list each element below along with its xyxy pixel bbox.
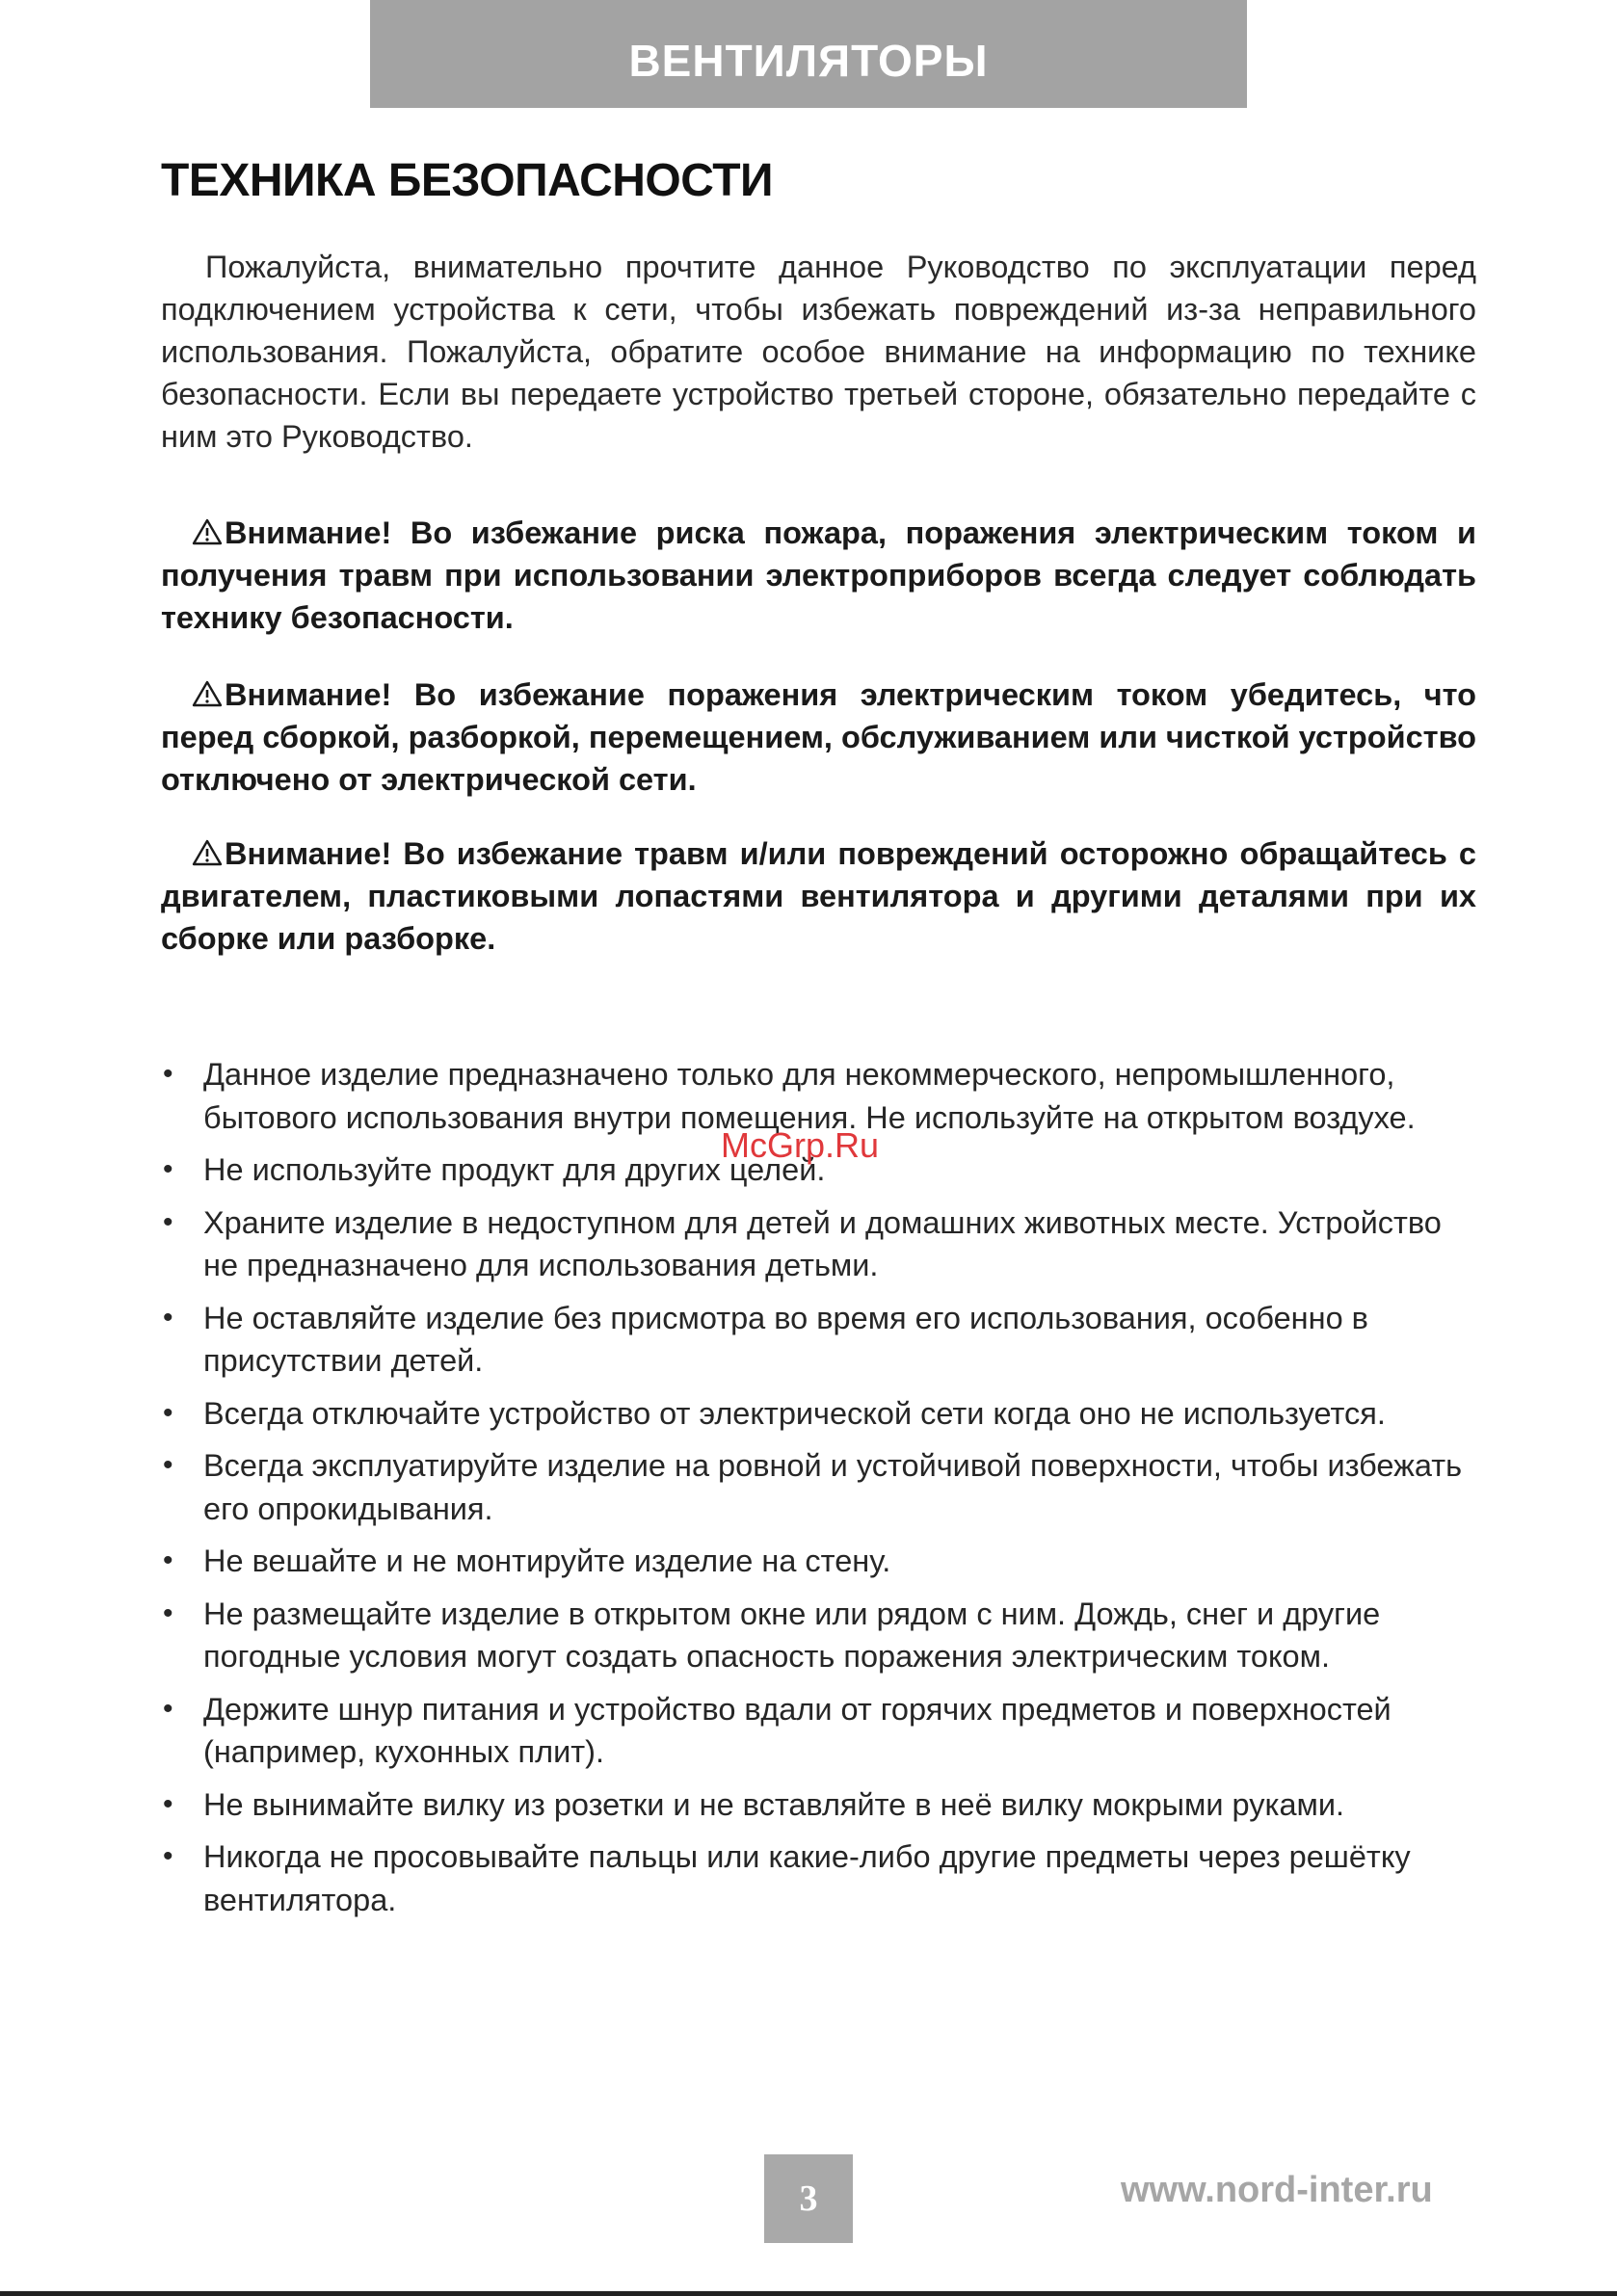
warning-electric-text: Внимание! Во избежание поражения электрическим током убедитесь, что перед сборкой, разборкой, перемещением, обслуживанием или чисткой устройство отключено от электрической сети. (161, 677, 1476, 797)
list-item (161, 1835, 1476, 1921)
bullet-icon: • (163, 1153, 173, 1185)
list-item-text: Данное изделие предназначено только для некоммерческого, непромышленного, бытового использования внутри помещения. Не используйте на открытом воздухе. (203, 1057, 1416, 1135)
warning-triangle-icon (192, 518, 223, 545)
section-title: ВЕНТИЛЯТОРЫ (628, 36, 989, 86)
bullet-icon: • (163, 1058, 173, 1090)
list-item-text: Всегда отключайте устройство от электрической сети когда оно не используется. (203, 1395, 1386, 1431)
warning-fire (161, 512, 1476, 639)
bullet-icon: • (163, 1597, 173, 1629)
list-item-text: Не размещайте изделие в открытом окне или рядом с ним. Дождь, снег и другие погодные условия могут создать опасность поражения электрическим током. (203, 1596, 1381, 1674)
list-item (161, 1540, 1476, 1583)
page-title: ТЕХНИКА БЕЗОПАСНОСТИ (161, 155, 774, 206)
bullet-icon: • (163, 1301, 173, 1333)
warning-injury-text: Внимание! Во избежание травм и/или повреждений осторожно обращайтесь с двигателем, пластиковыми лопастями вентилятора и другими деталями при их сборке или разборке. (161, 836, 1476, 956)
bullet-icon: • (163, 1692, 173, 1725)
bullet-icon: • (163, 1205, 173, 1238)
list-item-text: Не вешайте и не монтируйте изделие на стену. (203, 1544, 891, 1578)
section-header-bar (370, 0, 1247, 108)
warning-triangle-icon (192, 680, 223, 707)
list-item-text: Не оставляйте изделие без присмотра во время его использования, особенно в присутствии детей. (203, 1300, 1368, 1378)
page-number-box (764, 2154, 853, 2243)
watermark: McGrp.Ru (721, 1125, 880, 1165)
bullet-icon: • (163, 1396, 173, 1429)
bottom-divider (0, 2291, 1617, 2296)
list-item (161, 1392, 1476, 1436)
list-item (161, 1783, 1476, 1827)
bullet-icon: • (163, 1787, 173, 1820)
warning-electric (161, 673, 1476, 801)
page-number: 3 (799, 2178, 818, 2219)
list-item (161, 1688, 1476, 1774)
footer-url: www.nord-inter.ru (1121, 2170, 1433, 2210)
safety-rules-list (161, 1053, 1476, 1931)
warning-injury (161, 832, 1476, 960)
list-item (161, 1297, 1476, 1383)
list-item-text: Держите шнур питания и устройство вдали от горячих предметов и поверхностей (например, кухонных плит). (203, 1691, 1392, 1769)
list-item-text: Никогда не просовывайте пальцы или какие-либо другие предметы через решётку вентилятора. (203, 1839, 1411, 1917)
bullet-icon: • (163, 1544, 173, 1576)
list-item (161, 1201, 1476, 1287)
list-item-text: Не используйте продукт для других целей. (203, 1152, 826, 1187)
bullet-icon: • (163, 1840, 173, 1872)
list-item-text: Не вынимайте вилку из розетки и не вставляйте в неё вилку мокрыми руками. (203, 1786, 1345, 1822)
intro-paragraph: Пожалуйста, внимательно прочтите данное Руководство по эксплуатации перед подключением устройства к сети, чтобы избежать повреждений из-за неправильного использования. Пожалуйста, обратите особое внимание на информацию по технике безопасности. Если вы передаете устройство третьей стороне, обязательно передайте с ним это Руководство. (161, 250, 1476, 454)
bullet-icon: • (163, 1449, 173, 1481)
warning-fire-text: Внимание! Во избежание риска пожара, поражения электрическим током и получения травм при использовании электроприборов всегда следует соблюдать технику безопасности. (161, 515, 1476, 635)
warning-triangle-icon (192, 839, 223, 866)
list-item (161, 1444, 1476, 1530)
list-item-text: Всегда эксплуатируйте изделие на ровной и устойчивой поверхности, чтобы избежать его опрокидывания. (203, 1448, 1463, 1526)
list-item-text: Храните изделие в недоступном для детей и домашних животных месте. Устройство не предназначено для использования детьми. (203, 1204, 1442, 1282)
list-item (161, 1593, 1476, 1678)
